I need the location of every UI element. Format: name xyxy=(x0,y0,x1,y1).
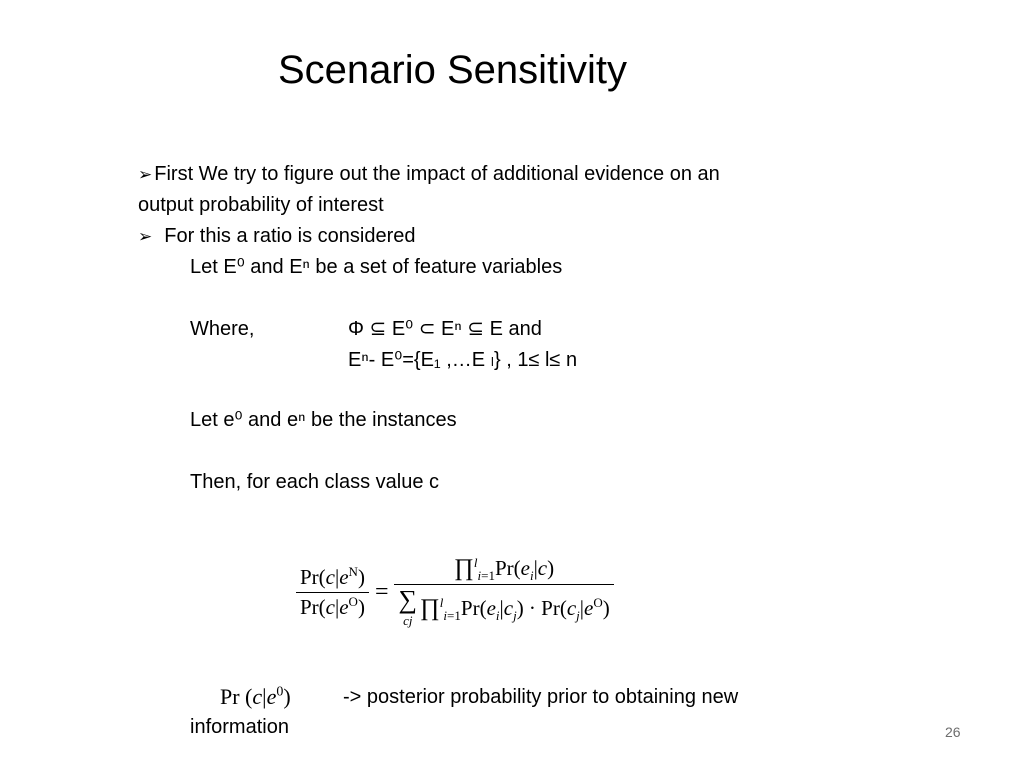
where-expression-2: Eⁿ- E⁰={E₁ ,…E ₗ} , 1≤ l≤ n xyxy=(348,349,578,371)
bullet-1-continuation: output probability of interest xyxy=(138,194,384,216)
prior-formula: Pr $(c|e^0)$ xyxy=(220,684,291,709)
formula-rhs-denominator: ∑ cj $\prod^l_{i=1}Pr(e_i|c_j) \cdot Pr(c_j|e^O)$ xyxy=(394,584,613,629)
where-label: Where, xyxy=(190,318,255,340)
formula-rhs xyxy=(394,555,613,629)
bullet-item-1 xyxy=(138,159,720,191)
formula-rhs-numerator: $\prod^l_{i=1}Pr(e_i|c)$ xyxy=(454,555,555,584)
arrow-bullet-icon: ➢ xyxy=(138,165,153,185)
feature-variables-line: Let E⁰ and Eⁿ be a set of feature variables xyxy=(190,256,563,278)
instances-line: Let e⁰ and eⁿ be the instances xyxy=(190,409,457,431)
formula-lhs-numerator: $Pr(c|e^N)$ xyxy=(300,563,365,589)
where-expression: Φ ⊆ E⁰ ⊂ Eⁿ ⊆ E and xyxy=(348,318,542,340)
formula-lhs-denominator: $Pr(c|e^O)$ xyxy=(296,592,369,620)
formula-equals: = xyxy=(374,578,389,605)
ratio-formula xyxy=(296,552,658,632)
bullet-item-2 xyxy=(138,221,415,253)
page-number: 26 xyxy=(945,724,961,740)
posterior-description-2: information xyxy=(190,716,289,738)
formula-lhs xyxy=(296,565,369,620)
bullet-2-text: For this a ratio is considered xyxy=(164,225,416,247)
bullet-1-text: First We try to figure out the impact of additional evidence on an xyxy=(154,163,720,185)
slide-title: Scenario Sensitivity xyxy=(278,48,628,92)
arrow-bullet-icon: ➢ xyxy=(138,227,153,247)
posterior-description: -> posterior probability prior to obtaining new xyxy=(343,686,739,708)
class-value-line: Then, for each class value c xyxy=(190,471,440,493)
sum-symbol: ∑ cj xyxy=(398,585,418,628)
